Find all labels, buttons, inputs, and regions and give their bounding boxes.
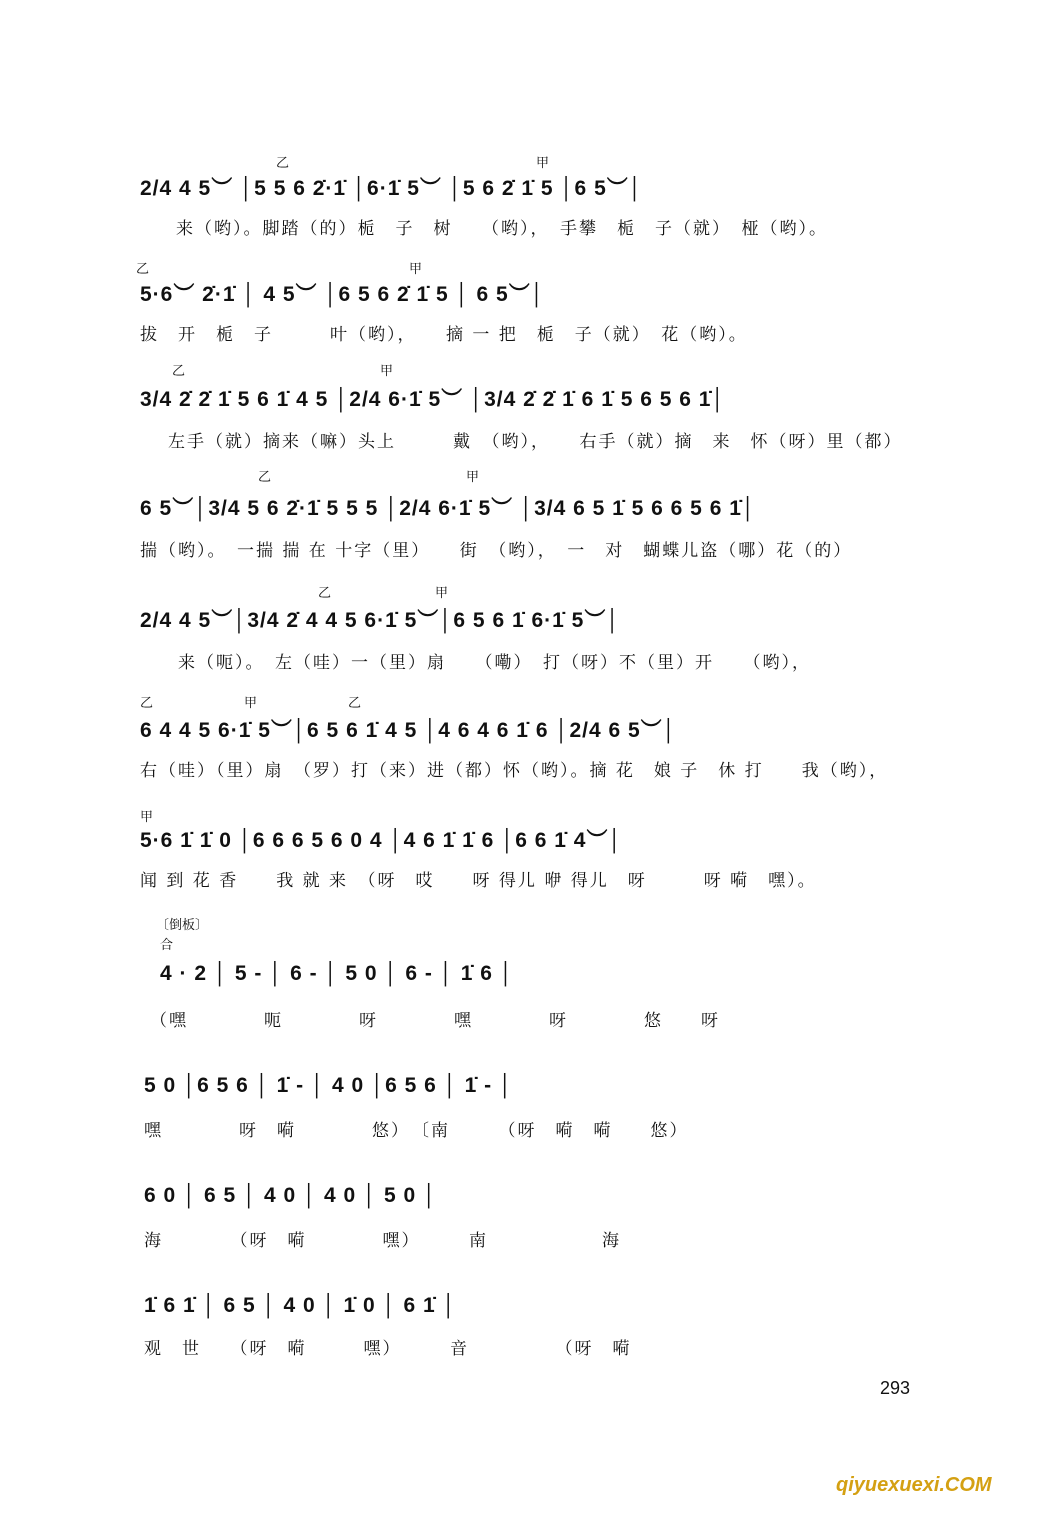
- system-7-notes: 5·6 1̇ 1̇ 0 │6 6 6 5 6 0 4 │4 6 1̇ 1̇ 6 │6 6 1̇ 4︶│: [140, 829, 623, 852]
- daoban-system-3-notes: 6 0 │ 6 5 │ 4 0 │ 4 0 │ 5 0 │: [144, 1184, 438, 1207]
- section-label: 〔倒板〕: [156, 918, 209, 933]
- system-3-marks: 乙 甲: [172, 364, 394, 379]
- daoban-system-1-lyrics: （嘿 呃 呀 嘿 呀 悠 呀: [150, 1011, 720, 1031]
- daoban-system-1-notes: 4 · 2 │ 5 - │ 6 - │ 5 0 │ 6 - │ 1̇ 6 │: [160, 962, 514, 985]
- system-5-notes: 2/4 4 5︶│3/4 2̇ 4 4 5 6·1̇ 5︶│6 5 6 1̇ 6·1̇ 5︶│: [140, 609, 621, 632]
- system-2-marks: 乙 甲: [136, 262, 423, 277]
- system-4-notes: 6 5︶│3/4 5 6 2̇·1̇ 5 5 5 │2/4 6·1̇ 5︶ │3/4 6 5 1̇ 5 6 6 5 6 1̇│: [140, 497, 757, 520]
- system-2-notes: 5·6︶ 2̇·1̇ │ 4 5︶ │6 5 6 2̇ 1̇ 5 │ 6 5︶│: [140, 283, 545, 306]
- system-3-notes: 3/4 2̇ 2̇ 1̇ 5 6 1̇ 4 5 │2/4 6·1̇ 5︶ │3/4 2̇ 2̇ 1̇ 6 1̇ 5 6 5 6 1̇│: [140, 388, 726, 411]
- daoban-system-2-lyrics: 嘿 呀 嗬 悠） 〔南 （呀 嗬 嗬 悠）: [144, 1121, 689, 1141]
- system-6-lyrics: 右（哇）（里）扇 （罗）打（来）进（都）怀（哟）。摘 花 娘 子 休 打 我（哟），: [140, 761, 889, 781]
- system-6-notes: 6 4 4 5 6·1̇ 5︶│6 5 6 1̇ 4 5 │4 6 4 6 1̇ 6 │2/4 6 5︶│: [140, 719, 677, 742]
- system-6-marks: 乙 甲 乙: [140, 696, 362, 711]
- system-1-notes: 2/4 4 5︶ │5 5 6 2̇·1̇ │6·1̇ 5︶ │5 6 2̇ 1̇ 5 │6 5︶│: [140, 177, 643, 200]
- daoban-system-3-lyrics: 海 （呀 嗬 嘿） 南 海: [144, 1231, 621, 1251]
- page-number: 293: [880, 1378, 911, 1398]
- system-4-marks: 乙 甲: [258, 470, 480, 485]
- daoban-system-4-lyrics: 观 世 （呀 嗬 嘿） 音 （呀 嗬: [144, 1339, 632, 1359]
- system-2-lyrics: 拔 开 栀 子 叶（哟）， 摘 一 把 栀 子（就） 花（哟）。: [140, 325, 748, 345]
- system-5-lyrics: 来（呃）。 左（哇）一（里）扇 （嘞） 打（呀）不（里）开 （哟），: [178, 653, 811, 673]
- system-7-marks: 甲: [140, 810, 154, 825]
- system-7-lyrics: 闻 到 花 香 我 就 来 （呀 哎 呀 得儿 咿 得儿 呀 呀 嗬 嘿）。: [140, 871, 817, 891]
- system-4-lyrics: 揣（哟）。 一揣 揣 在 十字（里） 街 （哟）， 一 对 蝴蝶儿盗（哪）花（的）: [140, 541, 853, 561]
- system-1-marks: 乙 甲: [276, 156, 550, 171]
- section-mark: 合: [160, 938, 174, 953]
- system-3-lyrics: 左手（就）摘来（嘛）头上 戴 （哟）， 右手（就）摘 来 怀（呀）里（都）: [168, 432, 903, 452]
- daoban-system-2-notes: 5 0 │6 5 6 │ 1̇ - │ 4 0 │6 5 6 │ 1̇ - │: [144, 1074, 514, 1097]
- system-1-lyrics: 来（哟）。脚踏（的）栀 子 树 （哟）， 手攀 栀 子（就） 桠（哟）。: [176, 219, 828, 239]
- daoban-system-4-notes: 1̇ 6 1̇ │ 6 5 │ 4 0 │ 1̇ 0 │ 6 1̇ │: [144, 1294, 457, 1317]
- system-5-marks: 乙 甲: [240, 586, 449, 601]
- watermark: qiyuexuexi.COM: [836, 1474, 992, 1496]
